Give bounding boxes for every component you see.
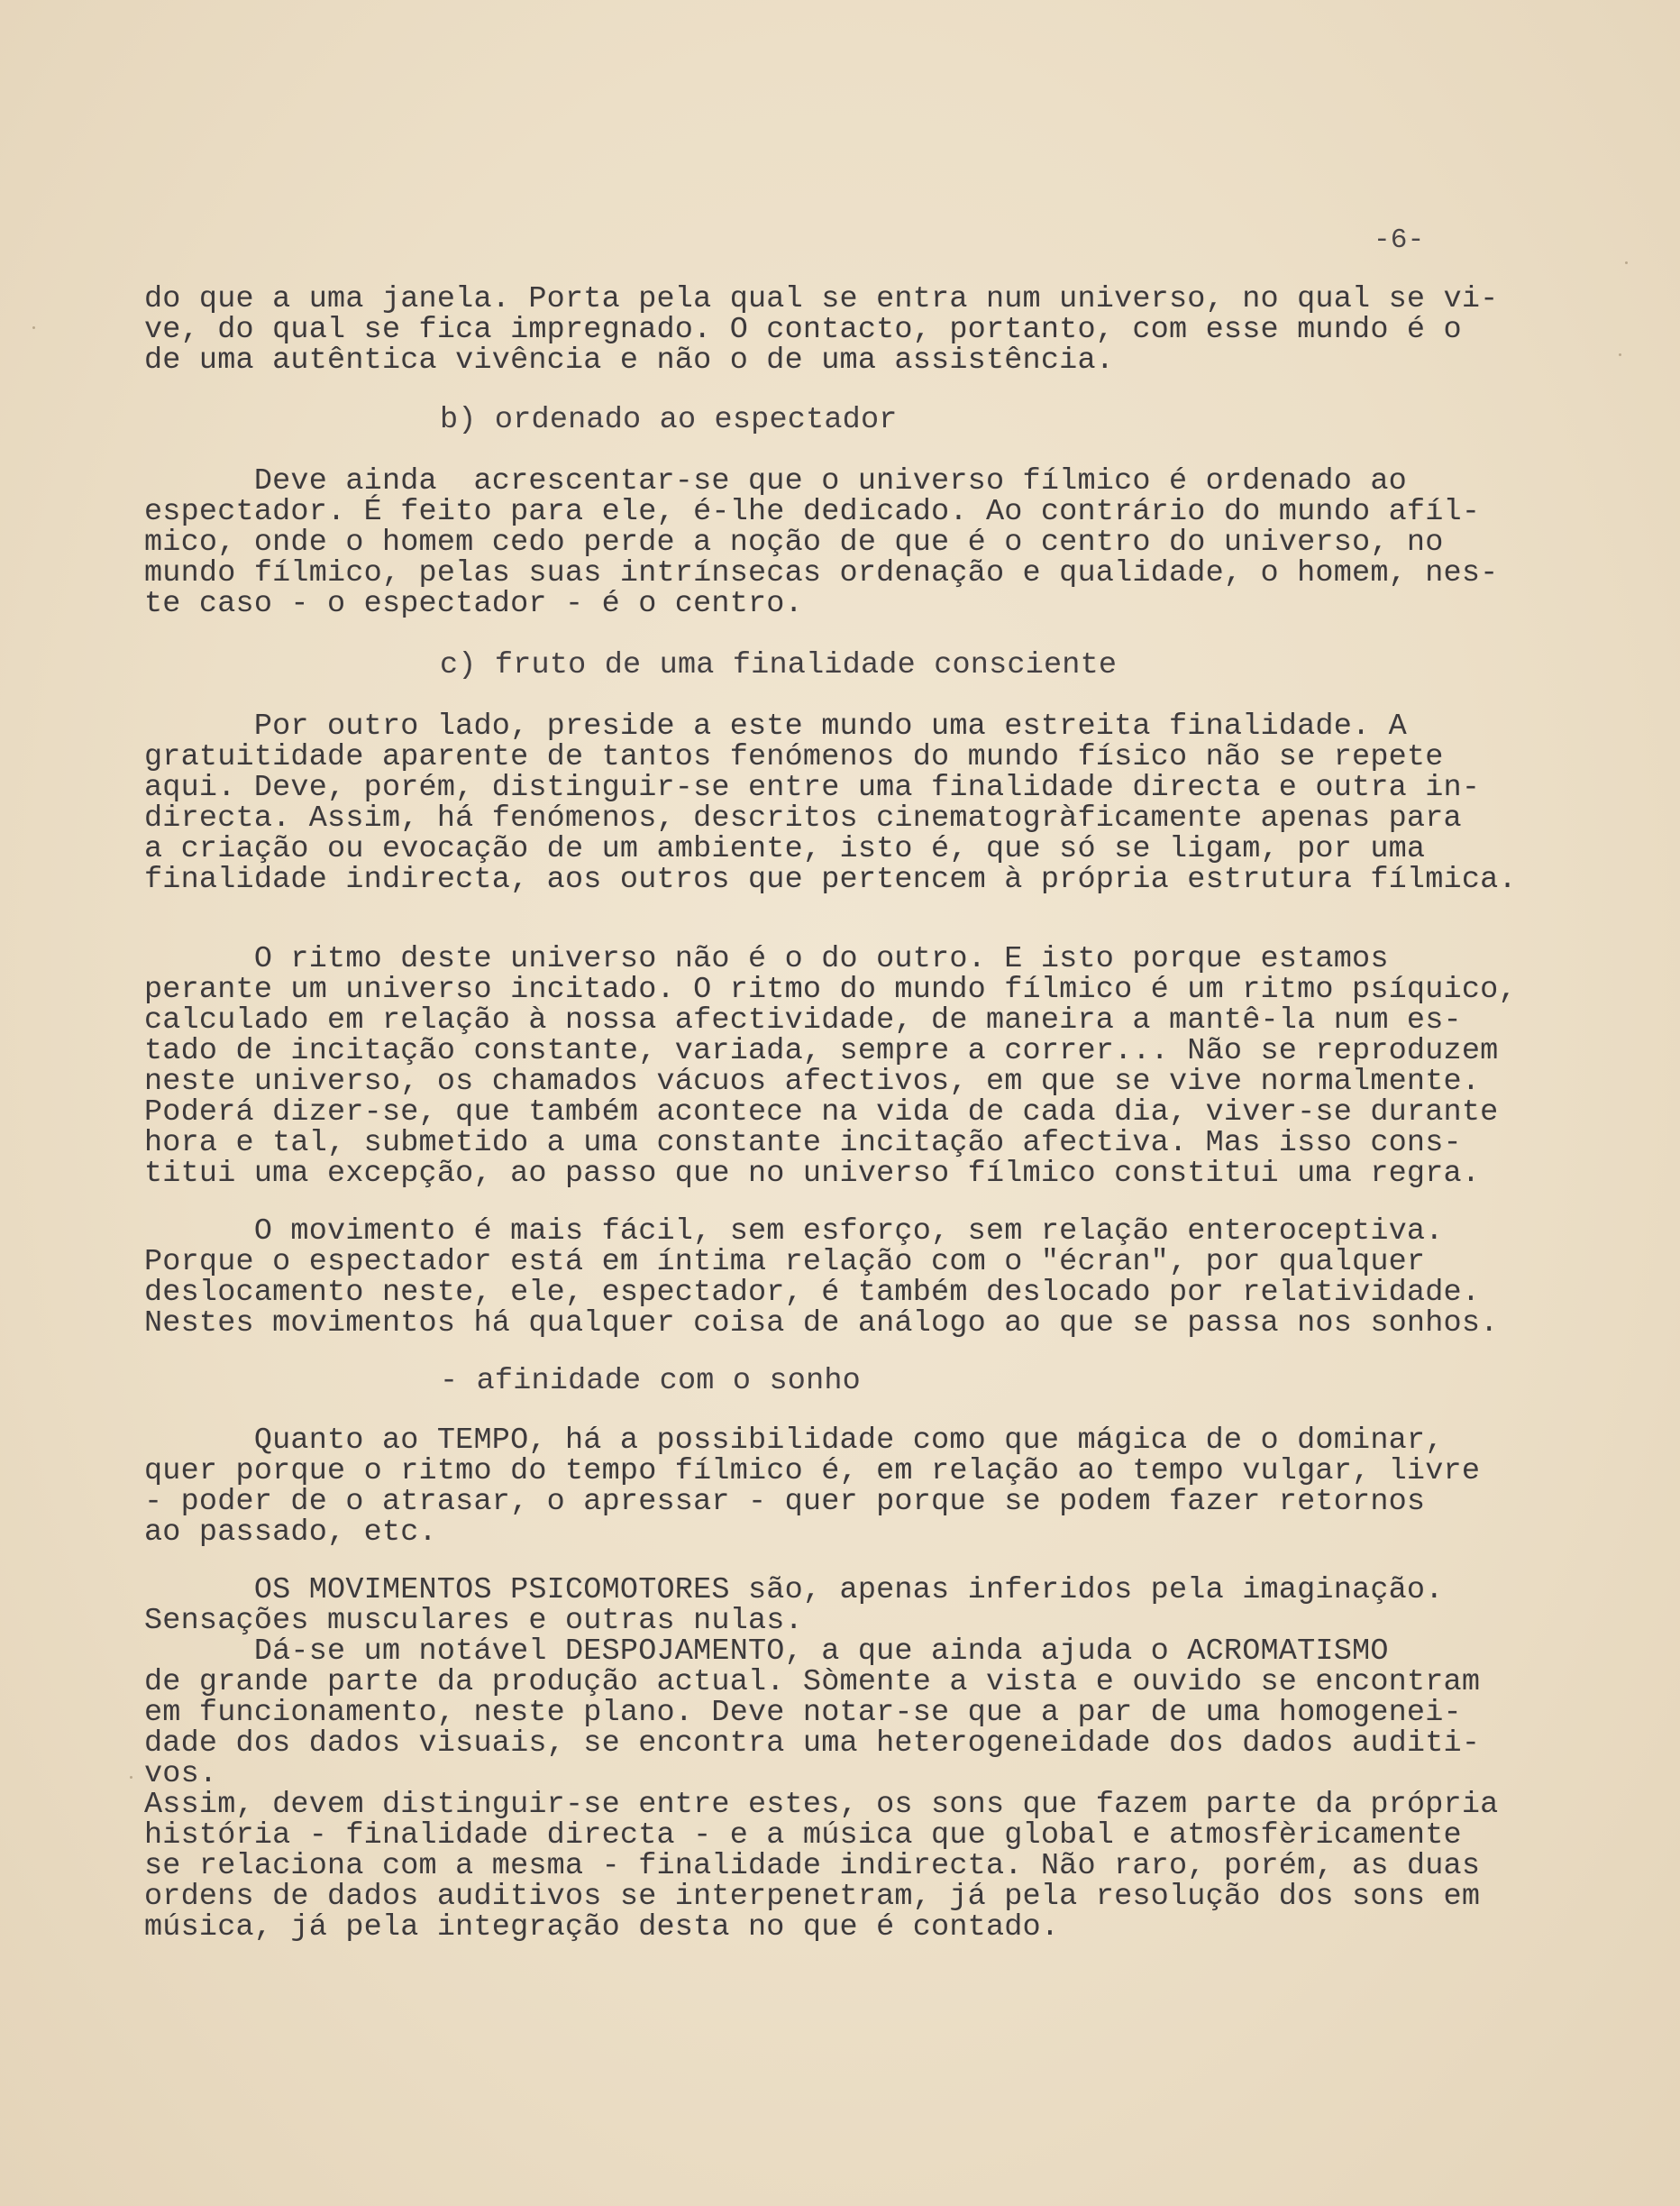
text-line: Deve ainda acrescentar-se que o universo fílmico é ordenado ao	[144, 464, 1407, 499]
text-line: Por outro lado, preside a este mundo uma estreita finalidade. A	[144, 709, 1407, 744]
paper-speck	[130, 1776, 132, 1779]
text-line: hora e tal, submetido a uma constante incitação afectiva. Mas isso cons-	[144, 1126, 1462, 1160]
text-line: em funcionamento, neste plano. Deve notar-se que a par de uma homogenei-	[144, 1696, 1462, 1730]
text-line: do que a uma janela. Porta pela qual se entra num universo, no qual se vi-	[144, 282, 1499, 316]
text-line: Sensações musculares e outras nulas.	[144, 1604, 803, 1638]
text-line: deslocamento neste, ele, espectador, é também deslocado por relatividade.	[144, 1276, 1481, 1310]
text-line: dade dos dados visuais, se encontra uma heterogeneidade dos dados auditi-	[144, 1726, 1481, 1761]
text-line: quer porque o ritmo do tempo fílmico é, em relação ao tempo vulgar, livre	[144, 1454, 1481, 1488]
page-number: -6-	[1374, 224, 1425, 256]
text-line: Dá-se um notável DESPOJAMENTO, a que ainda ajuda o ACROMATISMO	[144, 1634, 1389, 1669]
text-line: O movimento é mais fácil, sem esforço, sem relação enteroceptiva.	[144, 1214, 1444, 1249]
text-line: se relaciona com a mesma - finalidade indirecta. Não raro, porém, as duas	[144, 1849, 1481, 1883]
text-line: gratuitidade aparente de tantos fenómenos do mundo físico não se repete	[144, 740, 1444, 774]
paper-speck	[1619, 353, 1621, 356]
text-line: Quanto ao TEMPO, há a possibilidade como que mágica de o dominar,	[144, 1423, 1444, 1458]
text-line: história - finalidade directa - e a música que global e atmosfèricamente	[144, 1818, 1462, 1853]
text-line: O ritmo deste universo não é o do outro. E isto porque estamos	[144, 942, 1389, 976]
section-heading: - afinidade com o sonho	[440, 1364, 861, 1398]
text-line: perante um universo incitado. O ritmo do mundo fílmico é um ritmo psíquico,	[144, 973, 1517, 1007]
text-line: ve, do qual se fica impregnado. O contacto, portanto, com esse mundo é o	[144, 313, 1462, 347]
paper-speck	[32, 326, 35, 329]
text-line: directa. Assim, há fenómenos, descritos cinematogràficamente apenas para	[144, 801, 1462, 836]
text-line: titui uma excepção, ao passo que no universo fílmico constitui uma regra.	[144, 1157, 1481, 1191]
text-line: ordens de dados auditivos se interpenetram, já pela resolução dos sons em	[144, 1880, 1481, 1914]
text-line: espectador. É feito para ele, é-lhe dedicado. Ao contrário do mundo afíl-	[144, 495, 1481, 529]
text-line: Assim, devem distinguir-se entre estes, os sons que fazem parte da própria	[144, 1788, 1499, 1822]
text-line: finalidade indirecta, aos outros que pertencem à própria estrutura fílmica.	[144, 863, 1517, 897]
section-heading: c) fruto de uma finalidade consciente	[440, 648, 1118, 682]
text-line: neste universo, os chamados vácuos afectivos, em que se vive normalmente.	[144, 1065, 1481, 1099]
paper-speck	[1625, 261, 1628, 264]
text-line: Porque o espectador está em íntima relação com o "écran", por qualquer	[144, 1245, 1426, 1279]
text-line: ao passado, etc.	[144, 1515, 437, 1550]
text-line: mico, onde o homem cedo perde a noção de que é o centro do universo, no	[144, 526, 1444, 560]
text-line: te caso - o espectador - é o centro.	[144, 587, 803, 621]
text-line: aqui. Deve, porém, distinguir-se entre uma finalidade directa e outra in-	[144, 771, 1481, 805]
text-line: tado de incitação constante, variada, sempre a correr... Não se reproduzem	[144, 1034, 1499, 1068]
text-line: OS MOVIMENTOS PSICOMOTORES são, apenas inferidos pela imaginação.	[144, 1573, 1444, 1607]
text-line: a criação ou evocação de um ambiente, isto é, que só se ligam, por uma	[144, 832, 1426, 866]
text-line: - poder de o atrasar, o apressar - quer porque se podem fazer retornos	[144, 1485, 1426, 1519]
section-heading: b) ordenado ao espectador	[440, 403, 898, 437]
text-line: Nestes movimentos há qualquer coisa de análogo ao que se passa nos sonhos.	[144, 1306, 1499, 1341]
text-line: vos.	[144, 1757, 218, 1791]
text-line: calculado em relação à nossa afectividade, de maneira a mantê-la num es-	[144, 1003, 1462, 1038]
text-line: música, já pela integração desta no que é contado.	[144, 1910, 1060, 1945]
text-line: mundo fílmico, pelas suas intrínsecas ordenação e qualidade, o homem, nes-	[144, 556, 1499, 590]
text-line: Poderá dizer-se, que também acontece na vida de cada dia, viver-se durante	[144, 1095, 1499, 1130]
text-line: de uma autêntica vivência e não o de uma assistência.	[144, 343, 1115, 378]
text-line: de grande parte da produção actual. Sòmente a vista e ouvido se encontram	[144, 1665, 1481, 1699]
